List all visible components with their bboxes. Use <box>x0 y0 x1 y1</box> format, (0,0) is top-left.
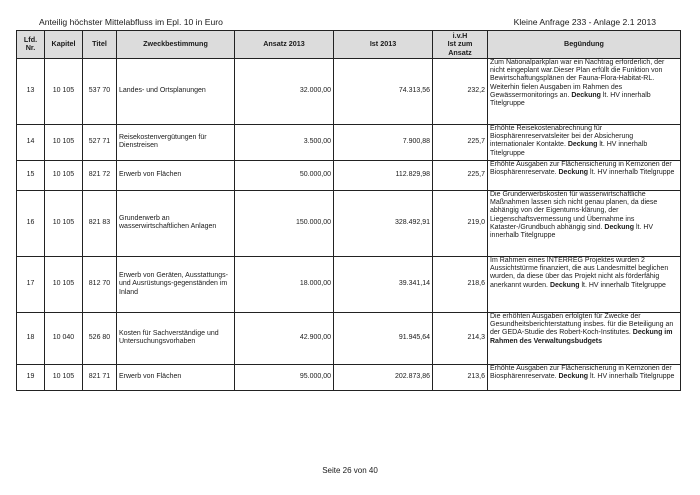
cell-begruendung <box>488 190 681 256</box>
begruendung-tail: lt. HV innerhalb Titelgruppe <box>590 169 675 177</box>
cell-titel: 821 83 <box>83 190 117 256</box>
cell-kapitel: 10 105 <box>45 256 83 312</box>
cell-lfd-nr: 18 <box>17 312 45 364</box>
cell-lfd-nr: 15 <box>17 160 45 190</box>
cell-ansatz: 32.000,00 <box>235 58 334 124</box>
cell-titel: 821 72 <box>83 160 117 190</box>
begruendung-deckung: Deckung <box>567 141 598 149</box>
page-number: Seite 26 von 40 <box>322 466 378 475</box>
cell-kapitel: 10 105 <box>45 364 83 390</box>
cell-zweckbestimmung: Landes- und Ortsplanungen <box>117 58 235 124</box>
cell-ist: 74.313,56 <box>334 58 433 124</box>
cell-zweckbestimmung: Kosten für Sachverständige und Untersuchungsvorhaben <box>117 312 235 364</box>
cell-ansatz: 3.500,00 <box>235 124 334 160</box>
cell-lfd-nr: 13 <box>17 58 45 124</box>
cell-zweckbestimmung: Grunderwerb an wasserwirtschaftlichen Anlagen <box>117 190 235 256</box>
table-row <box>17 256 681 312</box>
cell-ansatz: 42.900,00 <box>235 312 334 364</box>
table-row <box>17 190 681 256</box>
table-header-row <box>17 31 681 59</box>
cell-titel: 537 70 <box>83 58 117 124</box>
col-header-zweck: Zweckbestimmung <box>117 31 235 59</box>
cell-zweckbestimmung: Erwerb von Flächen <box>117 364 235 390</box>
cell-titel: 821 71 <box>83 364 117 390</box>
begruendung-tail: lt. HV innerhalb Titelgruppe <box>581 281 666 289</box>
cell-ivh: 214,3 <box>433 312 488 364</box>
cell-ansatz: 150.000,00 <box>235 190 334 256</box>
cell-zweckbestimmung: Erwerb von Flächen <box>117 160 235 190</box>
document-header-title: Anteilig höchster Mittelabfluss im Epl. 10 in Euro <box>39 17 223 27</box>
cell-titel: 812 70 <box>83 256 117 312</box>
begruendung-text: Erhöhte Ausgaben zur Flächensicherung in Kernzonen der Biosphärenreservate. <box>490 160 672 177</box>
cell-kapitel: 10 040 <box>45 312 83 364</box>
cell-lfd-nr: 19 <box>17 364 45 390</box>
table-row <box>17 312 681 364</box>
cell-ist: 112.829,98 <box>334 160 433 190</box>
begruendung-text: Erhöhte Ausgaben zur Flächensicherung in Kernzonen der Biosphärenreservate. <box>490 364 672 381</box>
begruendung-text: Zum Nationalparkplan war ein Nachtrag erforderlich, der nicht eingeplant war.Dieser Plan erfüllt die Funktion von Bewirtschaftungsplänen der Fauna-Flora-Habitat-RL. Weiterhin fielen Ausgaben im Rahmen des Gewässermonitorings an. <box>490 58 665 100</box>
begruendung-text: Die erhöhten Ausgaben erfolgten für Zwecke der Gesundheitsberichterstattung insbes. für die Beteiligung an der GEDA-Studie des Robert-Koch-Institutes. <box>490 312 674 337</box>
cell-ansatz: 18.000,00 <box>235 256 334 312</box>
begruendung-deckung: Deckung <box>549 281 580 289</box>
cell-ist: 39.341,14 <box>334 256 433 312</box>
col-header-ansatz: Ansatz 2013 <box>235 31 334 59</box>
begruendung-deckung: Deckung im Rahmen des Verwaltungsbudgets <box>490 329 673 345</box>
col-header-begruendung: Begündung <box>488 31 681 59</box>
cell-lfd-nr: 14 <box>17 124 45 160</box>
begruendung-deckung: Deckung <box>604 224 634 232</box>
document-header-reference: Kleine Anfrage 233 - Anlage 2.1 2013 <box>513 17 656 27</box>
cell-ist: 202.873,86 <box>334 364 433 390</box>
col-header-lfd: Lfd. Nr. <box>17 31 45 59</box>
cell-begruendung <box>488 58 681 124</box>
cell-zweckbestimmung: Erwerb von Geräten, Ausstattungs- und Ausrüstungs-gegenständen im Inland <box>117 256 235 312</box>
cell-ist: 91.945,64 <box>334 312 433 364</box>
cell-titel: 527 71 <box>83 124 117 160</box>
cell-zweckbestimmung: Reisekostenvergütungen für Dienstreisen <box>117 124 235 160</box>
begruendung-tail: lt. HV innerhalb Titelgruppe <box>490 224 654 240</box>
begruendung-text: Erhöhte Reisekostenabrechnung für Biosphärenreservatsleiter bei der Absicherung internationaler Kontakte. <box>490 124 634 149</box>
cell-kapitel: 10 105 <box>45 124 83 160</box>
table-row <box>17 124 681 160</box>
cell-begruendung <box>488 364 681 390</box>
begruendung-tail: lt. HV innerhalb Titelgruppe <box>590 373 675 381</box>
cell-titel: 526 80 <box>83 312 117 364</box>
cell-ivh: 225,7 <box>433 124 488 160</box>
cell-ist: 328.492,91 <box>334 190 433 256</box>
cell-lfd-nr: 17 <box>17 256 45 312</box>
cell-ansatz: 95.000,00 <box>235 364 334 390</box>
begruendung-text: Im Rahmen eines INTERREG Projektes wurden 2 Aussichtstürme finanziert, die aus Landesmittel beglichen wurden, da diese über das Projekt nicht als förderfähig anerkannt wurden. <box>490 256 669 289</box>
col-header-kapitel: Kapitel <box>45 31 83 59</box>
cell-kapitel: 10 105 <box>45 58 83 124</box>
begruendung-deckung: Deckung <box>571 92 601 100</box>
cell-ivh: 219,0 <box>433 190 488 256</box>
cell-ist: 7.900,88 <box>334 124 433 160</box>
begruendung-text: Die Grunderwerbskosten für wasserwirtschaftliche Maßnahmen lassen sich nicht genau planen, da diese abhängig von der Eigentums-klärung, der Liegenschaftsvermessung und Übernahme ins Kataster-/Grundbuch abhängig sind. <box>490 190 658 232</box>
cell-ivh: 218,6 <box>433 256 488 312</box>
cell-ansatz: 50.000,00 <box>235 160 334 190</box>
cell-lfd-nr: 16 <box>17 190 45 256</box>
cell-kapitel: 10 105 <box>45 190 83 256</box>
col-header-ivh: i.v.H Ist zum Ansatz <box>433 31 488 59</box>
table-row <box>17 364 681 390</box>
table-row <box>17 58 681 124</box>
cell-begruendung <box>488 256 681 312</box>
cell-begruendung <box>488 160 681 190</box>
cell-ivh: 213,6 <box>433 364 488 390</box>
begruendung-tail: lt. HV innerhalb Titelgruppe <box>490 92 651 108</box>
begruendung-tail: lt. HV innerhalb Titelgruppe <box>490 141 648 157</box>
cell-kapitel: 10 105 <box>45 160 83 190</box>
cell-ivh: 232,2 <box>433 58 488 124</box>
cell-begruendung <box>488 124 681 160</box>
begruendung-deckung: Deckung <box>558 169 589 177</box>
budget-table <box>16 30 681 391</box>
cell-ivh: 225,7 <box>433 160 488 190</box>
cell-begruendung <box>488 312 681 364</box>
begruendung-deckung: Deckung <box>558 373 589 381</box>
col-header-titel: Titel <box>83 31 117 59</box>
col-header-ist: Ist 2013 <box>334 31 433 59</box>
table-row <box>17 160 681 190</box>
